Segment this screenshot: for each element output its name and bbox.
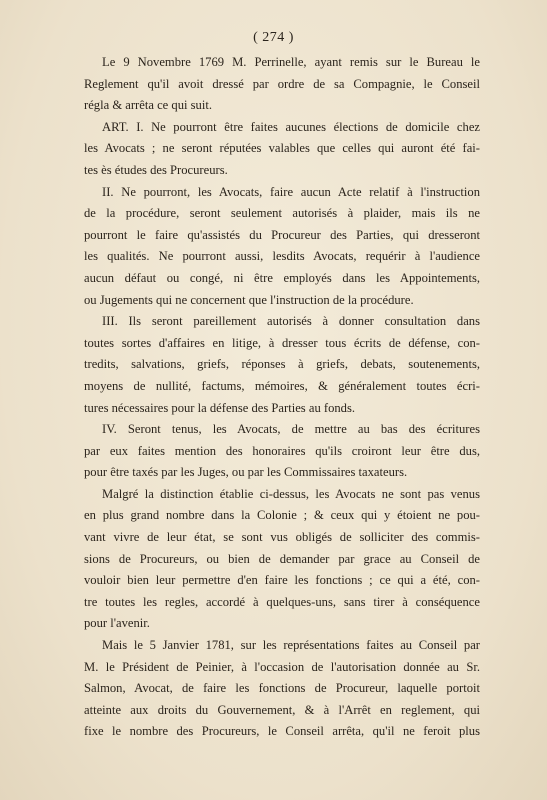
text-line: Le 9 Novembre 1769 M. Perrinelle, ayant remis sur le Bureau le	[102, 55, 480, 69]
text-line: tredits, salvations, griefs, réponses à griefs, debats, soutenements,	[84, 357, 480, 372]
text-line: régla & arrêta ce qui suit.	[84, 98, 212, 113]
text-line: pour être taxés par les Juges, ou par les Commissaires taxateurs.	[84, 465, 408, 480]
text-line: M. le Président de Peinier, à l'occasion de l'autorisation donnée au Sr.	[84, 659, 480, 674]
text-line: les Avocats ; ne seront réputées valables que celles qui auront été fai-	[84, 141, 480, 156]
text-line: ou Jugements qui ne concernent que l'instruction de la procédure.	[84, 292, 414, 307]
text-line: Salmon, Avocat, de faire les fonctions de Procureur, laquelle portoit	[84, 681, 480, 696]
page-number: ( 274 )	[253, 30, 294, 45]
text-line: par eux faites mention des honoraires qu'ils croiront leur être dus,	[84, 443, 480, 458]
text-line: pourront le faire qu'assistés du Procureur des Parties, qui dresseront	[84, 227, 480, 242]
text-line: fixe le nombre des Procureurs, le Conseil arrêta, qu'il ne feroit plus	[84, 724, 480, 739]
text-line: Malgré la distinction établie ci-dessus, les Avocats ne sont pas venus	[102, 486, 480, 501]
text-line: toutes sortes d'affaires en litige, à dresser tous écrits de défense, con-	[84, 335, 480, 350]
text-line: IV. Seront tenus, les Avocats, de mettre au bas des écritures	[102, 422, 480, 437]
text-line: atteinte aux droits du Gouvernement, & à l'Arrêt en reglement, qui	[84, 702, 480, 717]
text-line: Reglement qu'il avoit dressé par ordre de sa Compagnie, le Conseil	[84, 76, 480, 91]
text-line: pour l'avenir.	[84, 616, 150, 631]
text-line: de la procédure, seront seulement autorisés à plaider, mais ils ne	[84, 206, 480, 221]
text-line: II. Ne pourront, les Avocats, faire aucun Acte relatif à l'instruction	[102, 184, 480, 199]
text-line: tures nécessaires pour la défense des Parties au fonds.	[84, 400, 356, 415]
text-line: III. Ils seront pareillement autorisés à donner consultation dans	[102, 314, 480, 329]
text-line: tre toutes les regles, accordé à quelques-uns, sans tirer à conséquence	[84, 594, 480, 609]
text-line: tes ès études des Procureurs.	[84, 162, 228, 177]
text-line: aucun défaut ou congé, ni être employés dans les Appointements,	[84, 270, 480, 285]
text-line: les qualités. Ne pourront aussi, lesdits Avocats, requérir à l'audience	[84, 249, 480, 264]
text-line: ART. I. Ne pourront être faites aucunes élections de domicile chez	[102, 119, 480, 134]
text-line: Mais le 5 Janvier 1781, sur les représentations faites au Conseil par	[102, 638, 480, 653]
body-text	[84, 52, 480, 743]
text-line: sions de Procureurs, ou bien de demander par grace au Conseil de	[84, 551, 480, 566]
text-line: moyens de nullité, factums, mémoires, & généralement toutes écri-	[84, 378, 480, 393]
text-line: vouloir bien leur permettre d'en faire les fonctions ; ce qui a été, con-	[84, 573, 480, 588]
text-line: vant vivre de leur état, se sont vus obligés de solliciter des commis-	[84, 530, 480, 545]
text-line: en plus grand nombre dans la Colonie ; & ceux qui y étoient ne pou-	[84, 508, 480, 523]
